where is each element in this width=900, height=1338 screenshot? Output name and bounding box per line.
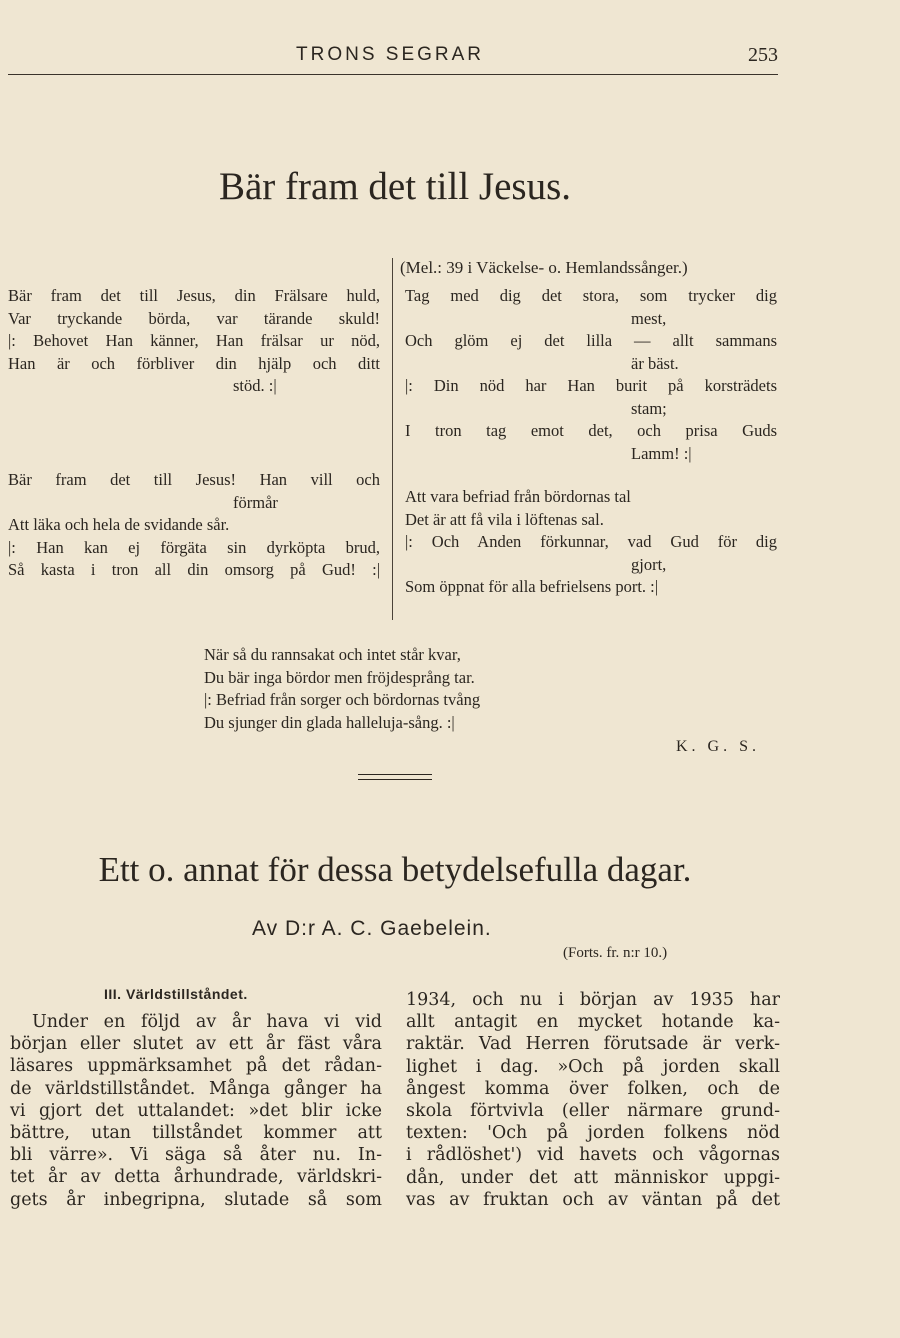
continued-note: (Forts. fr. n:r 10.)	[563, 945, 668, 961]
body-line: dån, under det att människor uppgi-	[406, 1167, 780, 1188]
poem-stanza-1	[8, 285, 380, 398]
poem-line: |: Befriad från sorger och bördornas tvång	[204, 690, 481, 709]
poem-line: När så du rannsakat och intet står kvar,	[204, 645, 461, 664]
poem-line: Bär fram det till Jesus, din Frälsare huld,	[8, 286, 380, 305]
body-line: tet år av detta århundrade, världskri-	[10, 1167, 382, 1188]
body-line: början eller slutet av ett år fäst våra	[10, 1034, 382, 1055]
poem-line: Så kasta i tron all din omsorg på Gud! :|	[8, 560, 380, 579]
poem-title: Bär fram det till Jesus.	[218, 165, 571, 208]
poem-line: stöd. :|	[233, 376, 277, 395]
running-header	[8, 44, 778, 75]
page-number: 253	[748, 44, 778, 66]
poem-line: stam;	[631, 398, 667, 418]
body-line: texten: 'Och på jorden folkens nöd	[406, 1123, 780, 1144]
poem-final-stanza	[204, 644, 584, 734]
poem-line: |: Han kan ej förgäta sin dyrköpta brud,	[8, 537, 380, 557]
body-line: bättre, utan tillståndet kommer att	[10, 1123, 382, 1144]
poem-line: Han är och förbliver din hjälp och ditt	[8, 353, 380, 373]
article-column-left	[10, 1011, 382, 1211]
poem-line: |: Behovet Han känner, Han frälsar ur nöd,	[8, 331, 380, 350]
poem-stanza-4	[405, 486, 777, 599]
article-byline: Av D:r A. C. Gaebelein.	[252, 917, 492, 940]
body-line: Under en följd av år hava vi vid	[32, 1012, 382, 1032]
body-line: bli värre». Vi säga så åter nu. In-	[10, 1145, 382, 1166]
body-line: skola förtvivla (eller närmare grund-	[406, 1101, 780, 1122]
body-line: 1934, och nu i början av 1935 har	[406, 990, 780, 1010]
poem-stanza-2	[8, 469, 380, 582]
poem-line: Det är att få vila i löftenas sal.	[405, 509, 604, 529]
melody-note: (Mel.: 39 i Väckelse- o. Hemlandssånger.)	[400, 258, 688, 277]
poem-line: mest,	[631, 308, 667, 328]
poem-line: Du sjunger din glada halleluja-sång. :|	[204, 712, 455, 732]
body-line: gets år inbegripna, slutade så som	[10, 1189, 382, 1210]
poem-author-initials: K. G. S.	[676, 738, 761, 755]
poem-line: Som öppnat för alla befrielsens port. :|	[405, 577, 659, 596]
body-line: vi gjort det uttalandet: »det blir icke	[10, 1100, 382, 1121]
section-heading: III. Världstillståndet.	[104, 986, 248, 1002]
poem-line: Du bär inga bördor men fröjdesprång tar.	[204, 667, 475, 687]
body-line: de världstillståndet. Många gånger ha	[10, 1078, 382, 1099]
poem-line: Var tryckande börda, var tärande skuld!	[8, 308, 380, 328]
poem-line: Att läka och hela de svidande sår.	[8, 515, 230, 534]
column-divider	[392, 258, 393, 620]
section-separator	[358, 774, 432, 780]
poem-line: Att vara befriad från bördornas tal	[405, 487, 631, 506]
article-title: Ett o. annat för dessa betydelsefulla dagar.	[98, 850, 692, 889]
body-line: raktär. Vad Herren förutsade är verk-	[406, 1034, 780, 1055]
running-title: TRONS SEGRAR	[296, 44, 485, 65]
body-line: ångest komma över folken, och de	[406, 1078, 780, 1099]
body-line: läsares uppmärksamhet på det rådan-	[10, 1056, 382, 1077]
poem-line: förmår	[233, 492, 278, 512]
poem-line: I tron tag emot det, och prisa Guds	[405, 421, 777, 440]
poem-line: gjort,	[631, 554, 667, 574]
body-line: vas av fruktan och av väntan på det	[406, 1189, 780, 1210]
poem-line: |: Din nöd har Han burit på korsträdets	[405, 376, 777, 395]
poem-stanza-3	[405, 285, 777, 465]
body-line: lighet i dag. »Och på jorden skall	[406, 1056, 780, 1077]
poem-line: Lamm! :|	[631, 443, 692, 463]
poem-line: Bär fram det till Jesus! Han vill och	[8, 470, 380, 489]
poem-line: är bäst.	[631, 353, 679, 373]
article-column-right	[406, 989, 780, 1211]
poem-line: |: Och Anden förkunnar, vad Gud för dig	[405, 532, 777, 551]
poem-line: Tag med dig det stora, som trycker dig	[405, 286, 777, 305]
poem-line: Och glöm ej det lilla — allt sammans	[405, 331, 777, 350]
body-line: allt antagit en mycket hotande ka-	[406, 1012, 780, 1033]
body-line: i rådlöshet') vid havets och vågornas	[406, 1145, 780, 1166]
